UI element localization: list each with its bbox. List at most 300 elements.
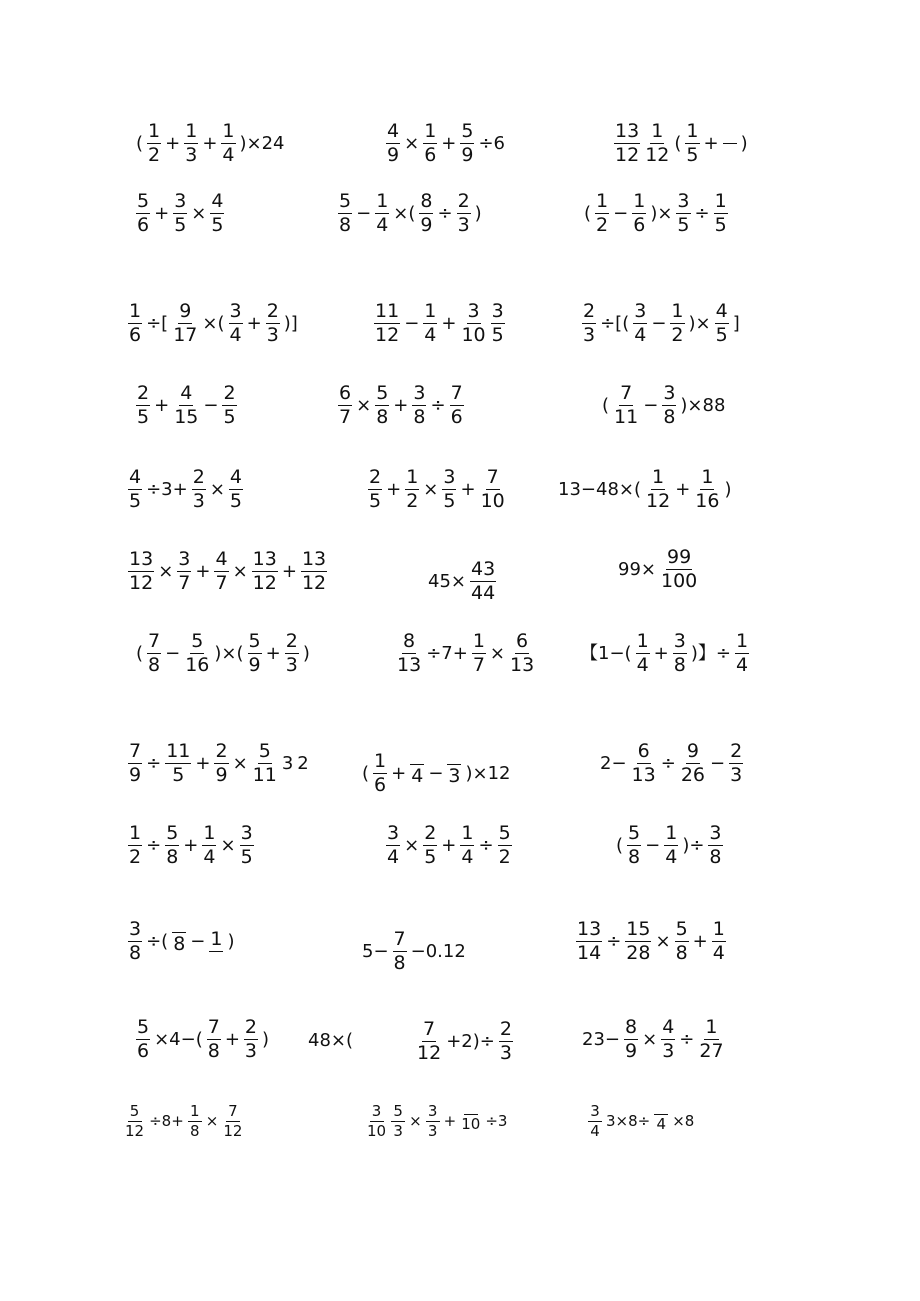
fraction	[128, 302, 142, 345]
fraction	[582, 302, 596, 345]
fraction	[673, 632, 687, 675]
numerator: 3	[491, 300, 504, 322]
denominator: 5	[240, 846, 253, 868]
math-exercise	[126, 302, 300, 345]
operator-text: −	[356, 202, 372, 224]
denominator: 3	[393, 1122, 403, 1140]
operator-text: ×	[404, 834, 420, 856]
denominator: 3	[285, 654, 298, 676]
numerator: 7	[207, 1016, 220, 1038]
numerator: 13	[252, 548, 277, 570]
numerator: 13	[301, 548, 327, 570]
operator-text: ×	[209, 478, 225, 500]
denominator: 3	[185, 144, 198, 166]
operator-text: )×	[650, 202, 673, 224]
numerator: 5	[376, 382, 389, 404]
numerator: 2	[223, 382, 236, 404]
denominator: 28	[626, 942, 651, 964]
numerator: 7	[423, 1018, 436, 1040]
denominator: 4	[634, 324, 647, 346]
denominator: 8	[166, 846, 179, 868]
numerator: 7	[393, 928, 406, 950]
denominator: 2	[498, 846, 511, 868]
denominator: 3	[662, 1040, 675, 1062]
math-exercise	[360, 752, 513, 795]
numerator: 6	[637, 740, 650, 762]
math-exercise	[134, 632, 312, 675]
fraction	[715, 302, 729, 345]
fraction	[248, 632, 262, 675]
numerator: 3	[677, 190, 690, 212]
numerator: 2	[424, 822, 437, 844]
operator-text: 2−	[600, 752, 627, 774]
numerator: 1	[376, 190, 389, 212]
operator-text: −	[190, 930, 206, 952]
operator-text: ×	[232, 752, 248, 774]
numerator: 6	[516, 630, 529, 652]
fraction	[588, 1104, 602, 1139]
fraction	[172, 302, 198, 345]
fraction	[447, 762, 461, 786]
fraction	[423, 302, 437, 345]
denominator: 5	[172, 764, 185, 786]
denominator: 2	[671, 324, 684, 346]
operator-text: ×	[489, 642, 505, 664]
fraction	[405, 468, 419, 511]
denominator: 5	[443, 490, 456, 512]
fraction	[128, 742, 142, 785]
numerator: 1	[203, 822, 216, 844]
numerator: 1	[701, 466, 714, 488]
fraction	[184, 632, 210, 675]
fraction	[301, 550, 327, 593]
operator-text: +	[391, 762, 407, 784]
numerator: 3	[673, 630, 686, 652]
math-exercise	[134, 122, 287, 165]
operator-text: (	[616, 834, 624, 856]
operator-text: +	[246, 312, 262, 334]
numerator: 1	[705, 1016, 718, 1038]
numerator: 1	[374, 750, 387, 772]
denominator: 16	[695, 490, 720, 512]
operator-text: 3	[281, 752, 294, 774]
numerator: 1	[596, 190, 609, 212]
numerator: 2	[244, 1016, 258, 1038]
operator-text: (	[362, 762, 370, 784]
operator-text: ÷	[146, 834, 162, 856]
denominator: 9	[387, 144, 400, 166]
operator-text: 5−	[362, 940, 389, 962]
numerator: 3	[370, 1104, 384, 1122]
operator-text: )	[227, 930, 235, 952]
operator-text: ÷	[146, 752, 162, 774]
operator-text: ÷[(	[600, 312, 630, 334]
numerator: 3	[634, 300, 647, 322]
fraction	[366, 1104, 387, 1139]
numerator: 2	[583, 300, 596, 322]
denominator: 7	[215, 572, 228, 594]
math-exercise	[414, 1020, 515, 1063]
denominator: 8	[173, 932, 186, 955]
fraction	[442, 468, 456, 511]
operator-text: +	[154, 202, 170, 224]
fraction	[412, 384, 426, 427]
numerator: 1	[185, 120, 198, 142]
fraction	[614, 122, 640, 165]
fraction	[685, 122, 699, 165]
math-exercise	[582, 192, 730, 235]
numerator: 7	[148, 630, 161, 652]
operator-text: (	[136, 642, 144, 664]
numerator: 99	[667, 546, 692, 568]
operator-text: )	[740, 132, 748, 154]
numerator: 1	[651, 120, 664, 142]
operator-text: 23−	[582, 1028, 620, 1050]
numerator: 2	[215, 740, 228, 762]
numerator: 1	[222, 120, 235, 142]
operator-text: ×	[191, 202, 207, 224]
fraction	[136, 1018, 150, 1061]
fraction	[460, 122, 474, 165]
numerator: 8	[625, 1016, 638, 1038]
denominator: 8	[628, 846, 641, 868]
numerator: 1	[148, 120, 161, 142]
math-exercise	[612, 122, 750, 165]
fraction	[470, 560, 496, 603]
operator-text: −	[165, 642, 181, 664]
denominator: 5	[129, 490, 142, 512]
fraction	[633, 302, 647, 345]
numerator: 3	[174, 190, 187, 212]
operator-text: (	[674, 132, 682, 154]
numerator: 3	[663, 382, 676, 404]
denominator: 5	[715, 324, 728, 346]
denominator: 6	[424, 144, 437, 166]
numerator: 7	[486, 466, 499, 488]
numerator: 7	[129, 740, 142, 762]
denominator: 7	[178, 572, 191, 594]
numerator: 2	[457, 190, 470, 212]
fraction	[368, 468, 382, 511]
denominator: 100	[661, 570, 698, 592]
operator-text: ×	[158, 560, 174, 582]
numerator: 9	[179, 300, 192, 322]
denominator: 13	[631, 764, 656, 786]
math-exercise	[336, 192, 484, 235]
numerator: 5	[137, 190, 150, 212]
operator-text: ×	[423, 478, 439, 500]
fraction	[373, 752, 387, 795]
denominator: 4	[424, 324, 437, 346]
operator-text: )×	[688, 312, 711, 334]
denominator: 12	[645, 144, 670, 166]
operator-text: ]	[732, 312, 740, 334]
operator-text: ×	[220, 834, 236, 856]
fraction	[491, 302, 505, 345]
numerator: 3	[387, 822, 400, 844]
operator-text: )÷	[682, 834, 705, 856]
operator-text: ÷3+	[146, 478, 188, 500]
denominator: 3	[192, 490, 205, 512]
denominator: 15	[174, 406, 199, 428]
numerator: 4	[180, 382, 193, 404]
fraction	[636, 632, 650, 675]
numerator: 1	[671, 300, 684, 322]
operator-text: ÷	[694, 202, 710, 224]
denominator: 12	[646, 490, 671, 512]
numerator: 7	[450, 382, 463, 404]
numerator: 1	[686, 120, 699, 142]
numerator: 1	[472, 630, 485, 652]
operator-text: 【1−(	[580, 642, 632, 664]
fraction	[386, 824, 400, 867]
denominator: 5	[137, 406, 150, 428]
fraction	[419, 192, 433, 235]
fraction	[266, 302, 280, 345]
fraction	[396, 632, 422, 675]
numerator: 7	[620, 382, 633, 404]
fraction	[192, 468, 206, 511]
operator-text: )】÷	[690, 642, 731, 664]
operator-text: ÷	[660, 752, 676, 774]
operator-text: +	[692, 930, 708, 952]
fraction	[374, 302, 400, 345]
math-exercise	[384, 824, 514, 867]
operator-text: ×	[642, 1028, 658, 1050]
denominator: 10	[461, 324, 486, 346]
denominator: 10	[480, 490, 505, 512]
numerator: 1	[129, 300, 142, 322]
numerator: 43	[471, 558, 496, 580]
numerator: 7	[226, 1104, 240, 1122]
fraction	[662, 384, 676, 427]
fraction	[173, 384, 199, 427]
operator-text: 2	[297, 752, 309, 774]
denominator: 8	[663, 406, 676, 428]
denominator	[723, 144, 737, 146]
operator-text: +	[443, 1112, 457, 1130]
operator-text: −	[613, 202, 629, 224]
fraction	[375, 384, 389, 427]
denominator: 4	[665, 846, 678, 868]
math-exercise	[336, 384, 466, 427]
math-exercise	[360, 930, 468, 973]
math-exercise	[126, 824, 256, 867]
fraction	[386, 122, 400, 165]
operator-text: +	[441, 312, 457, 334]
numerator: 1	[188, 1104, 202, 1122]
fraction	[644, 122, 670, 165]
fraction	[698, 1018, 724, 1061]
denominator	[209, 952, 223, 954]
fraction	[222, 384, 236, 427]
numerator: 2	[266, 300, 279, 322]
operator-text: +	[202, 132, 218, 154]
operator-text: ÷7+	[426, 642, 468, 664]
operator-text: +	[224, 1028, 240, 1050]
operator-text: +	[653, 642, 669, 664]
denominator: 9	[461, 144, 474, 166]
operator-text: +	[195, 752, 211, 774]
denominator: 4	[376, 214, 389, 236]
operator-text: )×(	[214, 642, 244, 664]
numerator: 13	[129, 548, 154, 570]
fraction	[423, 824, 437, 867]
denominator: 4	[203, 846, 216, 868]
operator-text: )	[724, 478, 732, 500]
numerator: 8	[403, 630, 416, 652]
numerator: 2	[137, 382, 150, 404]
operator-text: ÷[	[146, 312, 169, 334]
denominator: 5	[229, 490, 242, 512]
operator-text: +	[154, 394, 170, 416]
operator-text: −	[645, 834, 661, 856]
denominator: 10	[367, 1122, 387, 1140]
denominator: 44	[471, 582, 496, 604]
operator-text: 3×8÷	[606, 1112, 651, 1130]
numerator: 5	[248, 630, 261, 652]
fraction	[229, 468, 243, 511]
fraction	[426, 1104, 440, 1139]
math-exercise	[126, 742, 311, 785]
denominator: 4	[735, 654, 749, 676]
denominator: 8	[148, 654, 161, 676]
fraction	[416, 1020, 442, 1063]
denominator: 8	[413, 406, 426, 428]
fraction	[712, 920, 726, 963]
math-exercise	[600, 384, 727, 427]
math-exercise	[426, 560, 498, 603]
math-exercise	[134, 192, 226, 235]
operator-text: (	[602, 394, 610, 416]
numerator: 1	[424, 120, 437, 142]
denominator: 2	[148, 144, 161, 166]
fraction	[708, 824, 722, 867]
fraction	[670, 302, 684, 345]
fraction	[244, 1018, 258, 1061]
operator-text: ×4−(	[154, 1028, 203, 1050]
fraction	[136, 192, 150, 235]
operator-text: )	[474, 202, 482, 224]
numerator: 5	[628, 822, 641, 844]
denominator: 4	[656, 1114, 666, 1133]
fraction	[188, 1104, 202, 1139]
fraction	[184, 122, 198, 165]
numerator: 3	[467, 300, 480, 322]
fraction	[627, 824, 641, 867]
numerator: 2	[285, 630, 298, 652]
denominator: 16	[185, 654, 210, 676]
numerator: 5	[391, 1104, 405, 1122]
denominator: 4	[461, 846, 474, 868]
denominator: 5	[686, 144, 699, 166]
math-exercise	[384, 122, 507, 165]
operator-text: )×12	[465, 762, 511, 784]
numerator: 5	[191, 630, 204, 652]
math-exercise	[134, 1018, 271, 1061]
numerator: 2	[730, 740, 743, 762]
fraction	[632, 192, 646, 235]
denominator: 12	[252, 572, 277, 594]
numerator: 4	[211, 190, 224, 212]
numerator: 3	[443, 466, 456, 488]
operator-text: 13−48×(	[558, 478, 641, 500]
fraction	[480, 468, 506, 511]
math-exercise	[126, 920, 237, 963]
fraction	[576, 920, 602, 963]
fraction	[450, 384, 464, 427]
denominator: 3	[266, 324, 279, 346]
numerator: 3	[229, 300, 242, 322]
numerator: 4	[387, 120, 400, 142]
denominator: 13	[510, 654, 535, 676]
math-exercise	[578, 632, 751, 675]
fraction	[664, 824, 678, 867]
operator-text: −	[651, 312, 667, 334]
fraction	[128, 550, 154, 593]
denominator: 7	[339, 406, 352, 428]
numerator: 1	[461, 822, 474, 844]
numerator: 9	[686, 740, 699, 762]
denominator: 3	[583, 324, 596, 346]
math-exercise	[580, 1018, 727, 1061]
operator-text: )]	[283, 312, 298, 334]
denominator: 2	[129, 846, 142, 868]
numerator: 5	[128, 1104, 142, 1122]
operator-text: −	[643, 394, 659, 416]
denominator: 8	[207, 1040, 220, 1062]
numerator: 1	[210, 927, 223, 950]
math-exercise	[126, 550, 329, 593]
fraction	[209, 927, 223, 954]
fraction	[147, 122, 161, 165]
denominator: 3	[457, 214, 470, 236]
numerator: 1	[714, 190, 727, 212]
operator-text: +	[183, 834, 199, 856]
operator-text: ÷	[606, 930, 622, 952]
fraction	[729, 742, 743, 785]
fraction	[252, 742, 278, 785]
denominator: 9	[248, 654, 261, 676]
math-exercise	[134, 384, 239, 427]
fraction	[124, 1104, 145, 1139]
numerator: 1	[712, 918, 725, 940]
fraction	[222, 1104, 243, 1139]
denominator: 12	[375, 324, 400, 346]
fraction	[338, 192, 352, 235]
denominator: 5	[369, 490, 382, 512]
fraction	[460, 824, 474, 867]
operator-text: 99×	[618, 558, 656, 580]
operator-text: ÷(	[146, 930, 169, 952]
operator-text: ÷	[437, 202, 453, 224]
numerator: 15	[626, 918, 651, 940]
fraction	[210, 192, 224, 235]
operator-text: ×8	[672, 1112, 695, 1130]
denominator: 12	[615, 144, 640, 166]
numerator: 1	[665, 822, 678, 844]
denominator: 8	[129, 942, 142, 964]
math-exercise	[580, 302, 742, 345]
math-exercise	[126, 468, 245, 511]
denominator: 4	[636, 654, 649, 676]
operator-text: −0.12	[410, 940, 466, 962]
numerator: 3	[709, 822, 722, 844]
fraction	[714, 192, 728, 235]
fraction	[136, 384, 150, 427]
fraction	[661, 1018, 675, 1061]
math-exercise	[366, 468, 508, 511]
